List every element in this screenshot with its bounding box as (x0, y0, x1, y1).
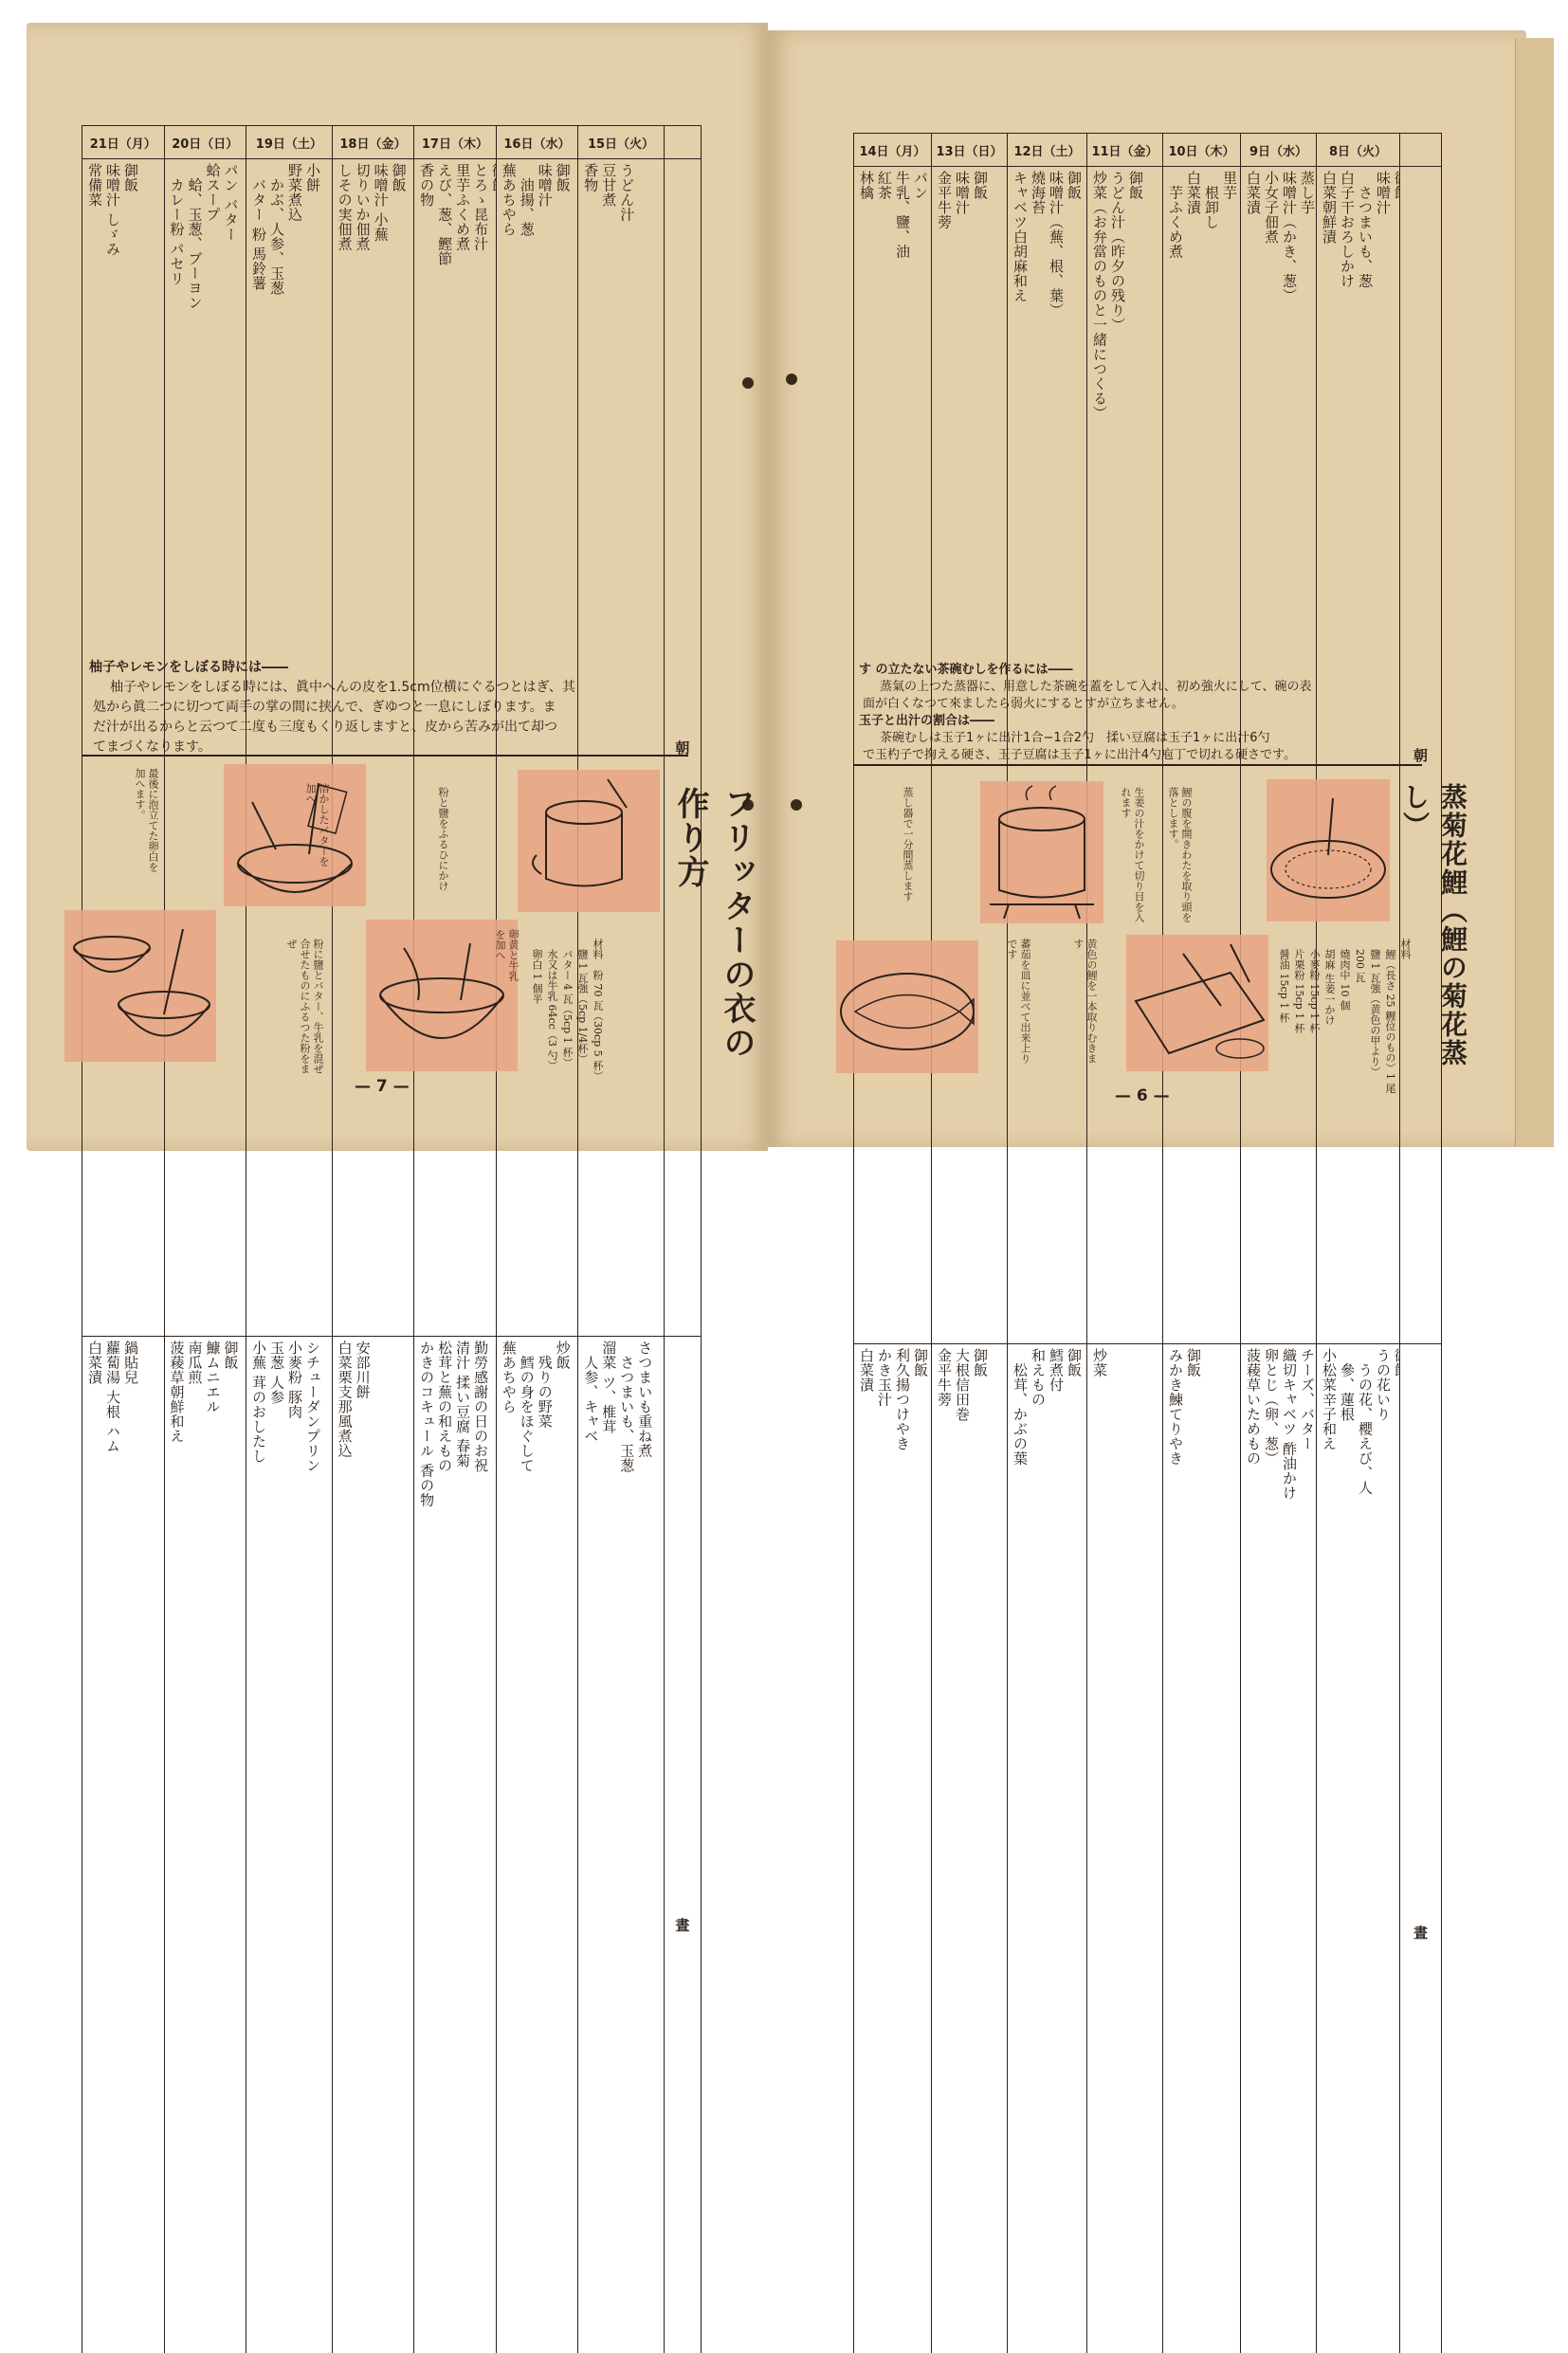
menu-cell-breakfast: 御飯 味噌汁 油揚、葱 蕪あちやら (497, 159, 574, 1336)
menu-cell-lunch (1008, 1344, 1085, 2353)
date-header: 21日（月） (82, 126, 165, 159)
bowl-sift-drawing (224, 764, 366, 906)
dish-ingredients: 材料 鯉（長さ 25 糎位のもの）1 鹽 1 瓦強（黄色の甲より） 200 瓦 燒肉中 10 個 胡麻 生姜一かけ 小麥粉 15cp 1 杯 片栗粉 15cp 1 杯 醤油 15cp 1 杯 (1276, 939, 1413, 1081)
sifter-drawing (518, 770, 660, 912)
menu-cell-breakfast: パン 牛乳、鹽、油 紅茶 林檎 (854, 167, 932, 1343)
caption: 溶かしたバターを加へ (303, 783, 330, 868)
memo-line: 茶碗むしは玉子1ヶに出汁1合−1合2勺 揉い豆腐は玉子1ヶに出汁6勺 (859, 730, 1390, 747)
memo-title: す の立たない茶碗むしを作るには―― (859, 662, 1390, 679)
menu-cell-breakfast: 御飯 味噌汁 さつまいも、葱 白子干おろしかけ 白菜朝鮮漬 (1317, 167, 1400, 1343)
fritter-title: フリッターの衣の作り方 (667, 787, 760, 1071)
memo-line: 面が白くなつて來ましたら弱火にするとすが立ちません。 (859, 696, 1390, 713)
memo-title: 玉子と出汁の割合は―― (859, 713, 1390, 730)
steamer-drawing (980, 781, 1103, 923)
memo-line: 蒸氣の上つた蒸器に、用意した茶碗を蓋をして入れ、初め強火にして、碗の表 (859, 679, 1390, 696)
menu-cell-breakfast: 御飯 味噌汁 金平牛蒡 (932, 167, 992, 1343)
memo-line: てまづくなります。 (89, 738, 677, 757)
memo-right (859, 662, 1390, 764)
page-number: — 7 — (355, 1077, 410, 1096)
date-header: 16日（水） (496, 126, 578, 159)
binding-hole (742, 377, 754, 389)
menu-cell-breakfast: 蒸し芋 味噌汁（かき、葱） 小女子佃煮 白菜漬 (1241, 167, 1317, 1343)
menu-cell-breakfast: パン バター 蛤スープ 蛤、玉葱、ブーヨン カレー粉 パセリ (165, 159, 243, 1336)
caption: 蒸し器で一分間蒸します (901, 787, 914, 929)
date-header: 14日（月） (854, 134, 932, 167)
menu-cell-lunch (333, 1337, 374, 2353)
cutting-board-drawing (1126, 935, 1268, 1071)
menu-cell-lunch (246, 1337, 324, 2353)
menu-cell-lunch (1163, 1344, 1205, 2353)
menu-cell-breakfast: 御飯 味噌汁 小蕪 切りいか佃煮 しその実佃煮 (333, 159, 410, 1336)
menu-cell-lunch (82, 1337, 142, 2353)
caption: 蕃茄を皿に並べて出来上りです (1005, 939, 1031, 1071)
memo-line: だ汁が出るからと云つて二度も三度もくり返しますと、皮から苦みが出て却つ (89, 718, 677, 738)
date-header: 12日（土） (1008, 134, 1087, 167)
row-label-breakfast: 朝 (1400, 167, 1442, 1344)
row-label-lunch (1400, 1344, 1442, 2353)
menu-cell-lunch (932, 1344, 992, 2353)
menu-cell-lunch (1317, 1344, 1400, 2353)
menu-cell-lunch (578, 1337, 656, 2353)
caption: 鯉の腹を開きわたを取り頭を落とします。 (1166, 787, 1193, 929)
menu-cell-breakfast: 御飯 味噌汁（蕪、根、葉） 燒海苔 キャベツ白胡麻和え (1008, 167, 1085, 1343)
caption: 生姜の汁をかけて切り目を入れます (1119, 787, 1145, 929)
date-header: 11日（金） (1087, 134, 1163, 167)
date-header: 13日（日） (932, 134, 1008, 167)
page-edge (1515, 38, 1554, 1147)
caption: 粉と鹽をふるひにかけ (436, 787, 449, 891)
fritter-ingredients: 材料 粉 70 瓦（30cp 5 杯） 鹽 1 瓦強（5cp 1/4杯） バター 4 瓦（5cp 1 杯） 水又は牛乳 64cc（3 勺） 卵白 1 個半 (529, 939, 605, 1081)
caption: 黄色の鯉を一本取りむきます (1071, 939, 1098, 1071)
menu-cell-breakfast: 御飯 味噌汁 しゞみ 常備菜 (82, 159, 142, 1336)
memo-title: 柚子やレモンをしぼる時には―― (89, 658, 677, 678)
page-number: — 6 — (1115, 1086, 1170, 1105)
row-label-breakfast: 朝 (664, 159, 701, 1337)
menu-table-left (82, 125, 702, 2353)
menu-cell-lunch (1087, 1344, 1111, 2353)
binding-hole (786, 374, 797, 385)
row-label-lunch (664, 1337, 701, 2353)
fish-plate-drawing (836, 940, 978, 1073)
menu-cell-breakfast: 御飯 とろゝ昆布汁 里芋ふくめ煮 えび、葱、鰹節 香の物 (414, 159, 496, 1336)
menu-cell-lunch (497, 1337, 574, 2353)
memo-line: 処から眞二つに切つて両手の掌の間に挟んで、ぎゆつと一息にしぼります。ま (89, 698, 677, 718)
memo-left (89, 658, 677, 757)
divider (82, 755, 688, 757)
divider (853, 764, 1422, 766)
menu-cell-breakfast: うどん汁 豆甘煮 香物 (578, 159, 638, 1336)
date-header: 17日（木） (414, 126, 497, 159)
menu-cell-breakfast: 御飯 うどん汁（昨夕の残り） 炒菜（お弁當のものと一緒につくる） (1087, 167, 1147, 1343)
binding-hole (791, 799, 802, 811)
date-header: 19日（土） (246, 126, 333, 159)
menu-cell-lunch (1241, 1344, 1317, 2353)
date-header: 15日（火） (578, 126, 665, 159)
date-header: 20日（日） (164, 126, 246, 159)
whisk-bowl-drawing (64, 910, 216, 1062)
memo-line: で玉杓子で掬える硬さ、玉子豆腐は玉子1ヶに出汁4勺庖丁で切れる硬さです。 (859, 747, 1390, 764)
menu-cell-breakfast: 里芋 根卸し 白菜漬 芋ふくめ煮 (1163, 167, 1241, 1343)
date-header: 9日（水） (1241, 134, 1317, 167)
menu-cell-lunch (165, 1337, 243, 2353)
date-header: 18日（金） (332, 126, 414, 159)
caption: 粉に鹽とバター、牛乳を混ぜ合せたものにふるつた粉をまぜ (284, 939, 324, 1081)
menu-cell-lunch (414, 1337, 492, 2353)
date-header: 8日（火） (1317, 134, 1400, 167)
plate-drawing (1267, 779, 1390, 921)
menu-cell-breakfast: 小餅 野菜煮込 かぶ、人参、玉葱 バター 粉 馬鈴薯 (246, 159, 324, 1336)
memo-line: 柚子やレモンをしぼる時には、眞中へんの皮を1.5cm位横にぐるつとはぎ、其 (89, 678, 677, 698)
date-header: 10日（木） (1163, 134, 1241, 167)
menu-cell-lunch (854, 1344, 932, 2353)
caption: 最後に泡立てた卵白を加へます。 (133, 768, 159, 872)
dish-title: 蒸菊花鯉（鯉の菊花蒸し） (1395, 783, 1471, 1086)
menu-table-right (853, 133, 1442, 2353)
caption: 卵黄と牛乳を加へ (493, 929, 520, 986)
